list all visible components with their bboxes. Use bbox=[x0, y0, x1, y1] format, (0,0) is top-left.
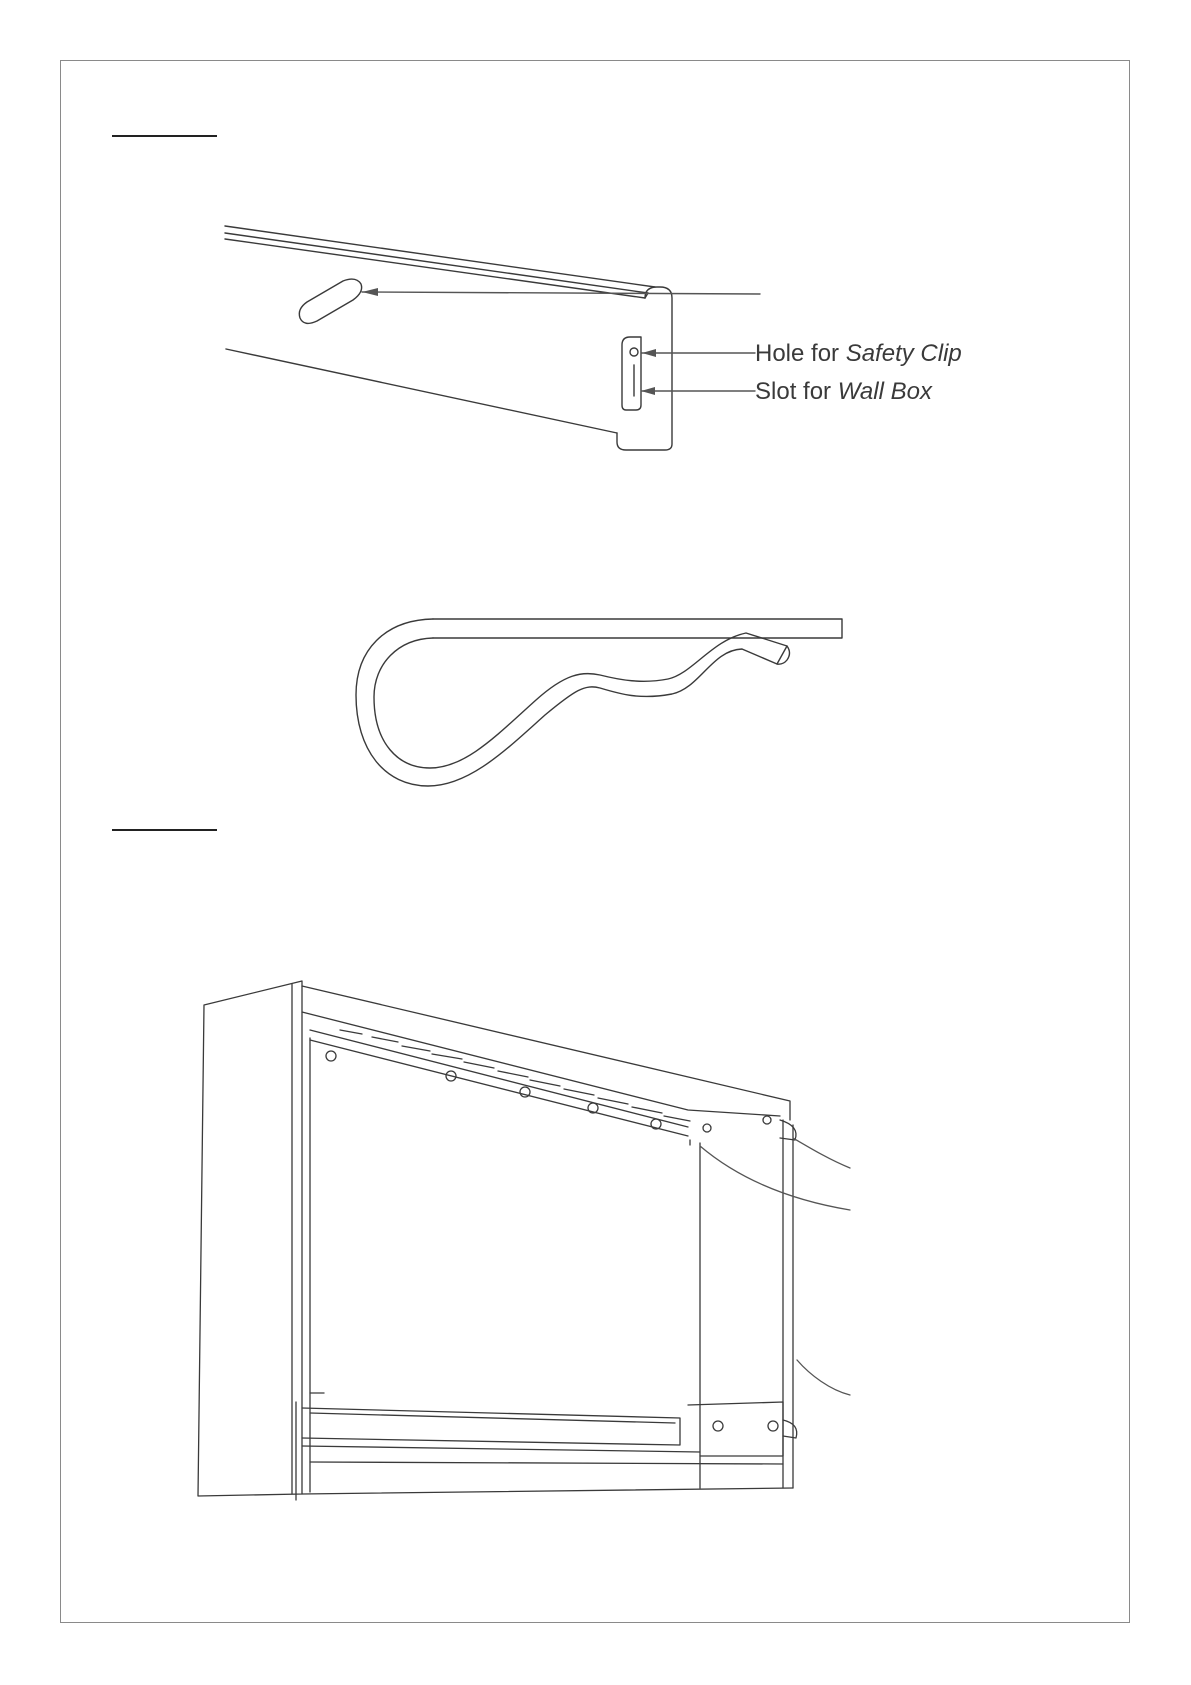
leader-line bbox=[797, 1360, 850, 1395]
rail-slots bbox=[340, 1030, 690, 1121]
slot-callout-label: Slot for Wall Box bbox=[755, 378, 932, 405]
bottom-rail bbox=[302, 1408, 680, 1445]
screw-icon bbox=[768, 1421, 778, 1431]
hole-callout-label: Hole for Safety Clip bbox=[755, 340, 962, 367]
leader-line bbox=[793, 1138, 850, 1168]
left-side-panel bbox=[198, 981, 302, 1496]
leader-line bbox=[700, 1146, 850, 1210]
screw-icon bbox=[713, 1421, 723, 1431]
